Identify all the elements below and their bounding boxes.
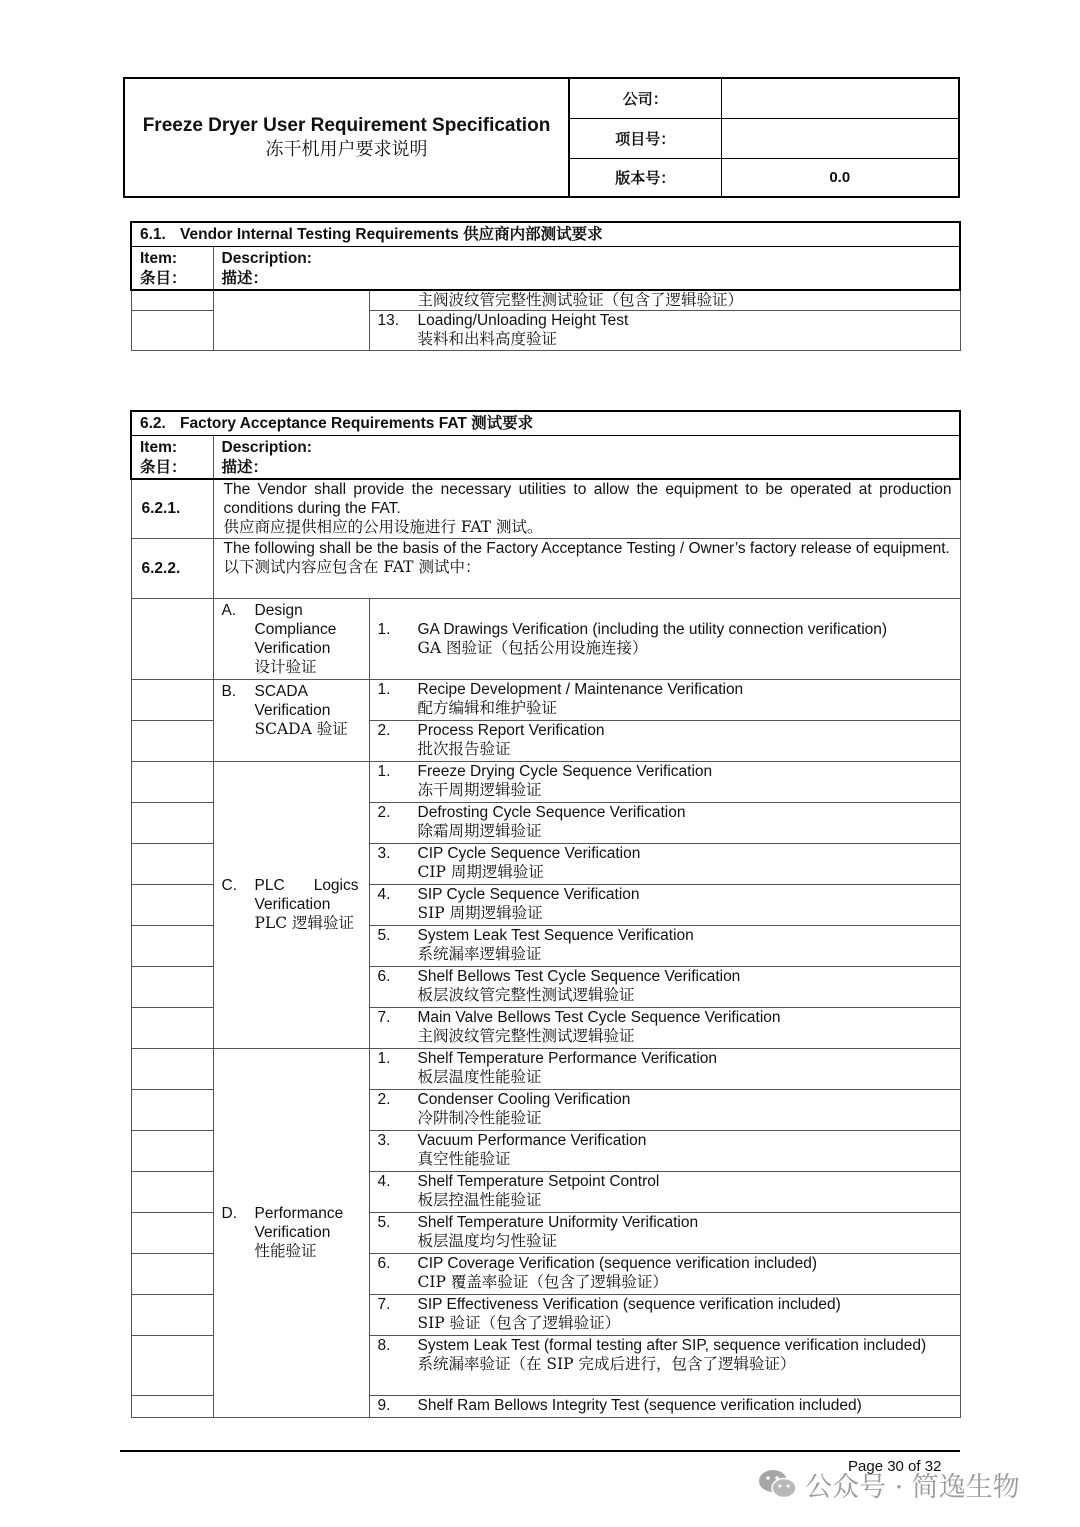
row-text-zh: CIP 周期逻辑验证 [417,862,544,881]
version-label: 版本号： [569,158,721,197]
row-number: 7. [377,1008,391,1026]
test-row [369,1171,960,1212]
category-cell [213,290,369,351]
row-text-en: GA Drawings Verification (including the utility connection verification) [417,620,888,638]
section-title: Factory Acceptance Requirements FAT 测试要求 [180,415,534,432]
row-text-zh: 冷阱制冷性能验证 [417,1108,542,1127]
category-letter: A. [221,601,237,619]
row-text-en: SIP Effectiveness Verification (sequence verification included) [417,1295,841,1313]
watermark [757,1462,1020,1506]
page-number: Page 30 of 32 [848,1458,942,1475]
row-text-zh: 装料和出料高度验证 [417,330,558,348]
section-title: Vendor Internal Testing Requirements 供应商内部测试要求 [180,226,603,243]
description-label: Description: [221,439,312,456]
footer-rule [120,1450,960,1452]
row-text-zh: 真空性能验证 [417,1149,511,1168]
version-value: 0.0 [721,158,959,197]
row-text-en: System Leak Test Sequence Verification [417,926,694,944]
row-text-en: Vacuum Performance Verification [417,1131,647,1149]
row-text-en: System Leak Test (formal testing after SIP, sequence verification included) [417,1336,927,1354]
row-text-en: Shelf Temperature Uniformity Verification [417,1213,699,1231]
section-6-1-heading [131,222,960,247]
item-cell [131,1212,213,1253]
row-text-en: Process Report Verification [417,721,605,739]
item-label: Item: [140,250,178,267]
description-en: The following shall be the basis of the Factory Acceptance Testing / Owner’s factory release of equipment. [223,539,950,557]
test-row [369,925,960,966]
test-row [369,1089,960,1130]
category-c [213,761,369,1048]
category-en: PLC Logics Verification [254,877,359,913]
row-text-en: CIP Coverage Verification (sequence verification included) [417,1254,817,1272]
row-text-zh: 板层温度均匀性验证 [417,1231,558,1250]
row-text-zh: CIP 覆盖率验证（包含了逻辑验证） [417,1272,668,1291]
description-zh: 供应商应提供相应的公用设施进行 FAT 测试。 [223,518,543,536]
row-text-en: Shelf Ram Bellows Integrity Test (sequence verification included) [417,1396,862,1414]
category-zh: PLC 逻辑验证 [254,914,355,932]
row-text-zh: 系统漏率验证（在 SIP 完成后进行，包含了逻辑验证） [417,1354,796,1373]
description-label: Description: [221,250,312,267]
row-number [378,291,418,310]
item-cell [131,1007,213,1048]
row-text-zh: 板层控温性能验证 [417,1190,542,1209]
row-text-zh: 配方编辑和维护验证 [417,698,558,717]
title-en: Freeze Dryer User Requirement Specification [142,114,551,136]
item-cell [131,761,213,802]
row-text-zh: 板层波纹管完整性测试逻辑验证 [417,985,635,1004]
row-number: 2. [377,1090,391,1108]
test-row [369,884,960,925]
test-row [369,802,960,843]
row-text-zh: 系统漏率逻辑验证 [417,944,542,963]
category-en: Design Compliance Verification [254,601,337,657]
row-number: 3. [377,844,391,862]
description-column-header [213,247,960,291]
item-cell [131,1294,213,1335]
item-label: Item: [140,439,178,456]
title-zh: 冻干机用户要求说明 [265,138,428,160]
row-number: 6. [377,1254,391,1272]
row-number: 3. [377,1131,391,1149]
item-cell [131,1335,213,1395]
row-text-zh: GA 图验证（包括公用设施连接） [417,638,648,657]
row-number: 4. [377,1172,391,1190]
test-row [369,311,960,351]
row-text-zh: SIP 周期逻辑验证 [417,903,543,922]
test-row [369,679,960,720]
category-zh: SCADA 验证 [254,719,348,738]
section-number: 6.2. [140,415,166,432]
row-text-en: Loading/Unloading Height Test [417,312,629,329]
item-cell [131,1171,213,1212]
item-cell [131,290,213,311]
category-letter: C. [221,877,237,894]
row-number: 1. [377,620,391,638]
test-row [369,1395,960,1417]
row-number: 4. [377,885,391,903]
item-cell [131,884,213,925]
item-cell [131,1089,213,1130]
test-row [369,1253,960,1294]
description-column-header [213,436,960,480]
item-description-6-2-1 [213,479,960,538]
row-text-en: CIP Cycle Sequence Verification [417,844,641,862]
description-zh: 以下测试内容应包含在 FAT 测试中： [223,557,481,576]
test-row [369,761,960,802]
section-6-2-table [130,410,961,1418]
category-letter: D. [221,1205,237,1222]
row-number: 1. [377,680,391,698]
test-row [369,843,960,884]
row-text-en: Condenser Cooling Verification [417,1090,631,1108]
test-row [369,720,960,761]
item-column-header [131,247,213,291]
row-number: 2. [377,721,391,739]
section-6-1-table [130,221,961,351]
item-id-6-2-1: 6.2.1. [131,479,213,538]
item-cell [131,966,213,1007]
row-number: 5. [377,1213,391,1231]
row-number: 7. [377,1295,391,1313]
row-text-en: Defrosting Cycle Sequence Verification [417,803,686,821]
row-number: 1. [377,762,391,780]
item-cell [131,802,213,843]
description-label-zh: 描述： [221,268,269,287]
section-6-2-heading [131,411,960,436]
row-text-zh: 冻干周期逻辑验证 [417,780,542,799]
project-number-value [721,118,959,158]
test-row [369,1048,960,1089]
test-row [369,1130,960,1171]
category-en: SCADA Verification [254,682,331,719]
row-number: 1. [377,1049,391,1067]
item-cell [131,1395,213,1417]
item-cell [131,1130,213,1171]
row-text-en: Recipe Development / Maintenance Verification [417,680,744,698]
item-cell [131,925,213,966]
category-zh: 设计验证 [254,657,317,676]
item-cell [131,679,213,720]
row-text-zh: SIP 验证（包含了逻辑验证） [417,1313,621,1332]
watermark-text: 公众号 · 简逸生物 [805,1471,1020,1503]
test-row [369,1212,960,1253]
description-label-zh: 描述： [221,457,269,476]
row-number: 9. [377,1396,391,1414]
description-en: The Vendor shall provide the necessary utilities to allow the equipment to be operated at production conditions during the FAT. [223,481,952,517]
row-text-en: Freeze Drying Cycle Sequence Verification [417,762,713,780]
category-d [213,1048,369,1417]
row-number: 2. [377,803,391,821]
item-cell [131,843,213,884]
row-text-zh: 批次报告验证 [417,739,511,758]
row-number: 8. [377,1336,391,1354]
company-value [721,78,959,118]
category-en: Performance Verification [254,1205,344,1241]
row-text-zh: 除霜周期逻辑验证 [417,821,542,840]
item-id-6-2-2: 6.2.2. [131,538,213,598]
row-text-en: Shelf Temperature Setpoint Control [417,1172,660,1190]
category-b [213,679,369,761]
item-label-zh: 条目： [140,268,187,287]
row-number: 13. [377,312,400,329]
section-number: 6.1. [140,226,166,243]
test-row [369,1007,960,1048]
item-label-zh: 条目： [140,457,187,476]
item-cell [131,311,213,351]
project-number-label: 项目号： [569,118,721,158]
row-text-zh: 板层温度性能验证 [417,1067,542,1086]
item-description-6-2-2 [213,538,960,598]
row-number: 6. [377,967,391,985]
document-title [124,78,569,197]
item-cell [131,598,213,679]
row-text-zh: 主阀波纹管完整性测试验证（包含了逻辑验证） [417,291,744,309]
test-row [369,290,960,311]
item-cell [131,1048,213,1089]
row-text-en: SIP Cycle Sequence Verification [417,885,640,903]
test-row [369,1335,960,1395]
document-header [123,77,960,198]
category-a [213,598,369,679]
category-letter: B. [221,682,237,700]
company-label: 公司： [569,78,721,118]
category-zh: 性能验证 [254,1242,317,1260]
row-text-en: Main Valve Bellows Test Cycle Sequence Verification [417,1008,781,1026]
test-row [369,598,960,679]
row-text-en: Shelf Bellows Test Cycle Sequence Verification [417,967,741,985]
item-cell [131,1253,213,1294]
row-number: 5. [377,926,391,944]
row-text-zh: 主阀波纹管完整性测试逻辑验证 [417,1026,635,1045]
item-cell [131,720,213,761]
test-row [369,966,960,1007]
row-text-en: Shelf Temperature Performance Verification [417,1049,718,1067]
test-row [369,1294,960,1335]
wechat-icon [757,1467,799,1501]
item-column-header [131,436,213,480]
